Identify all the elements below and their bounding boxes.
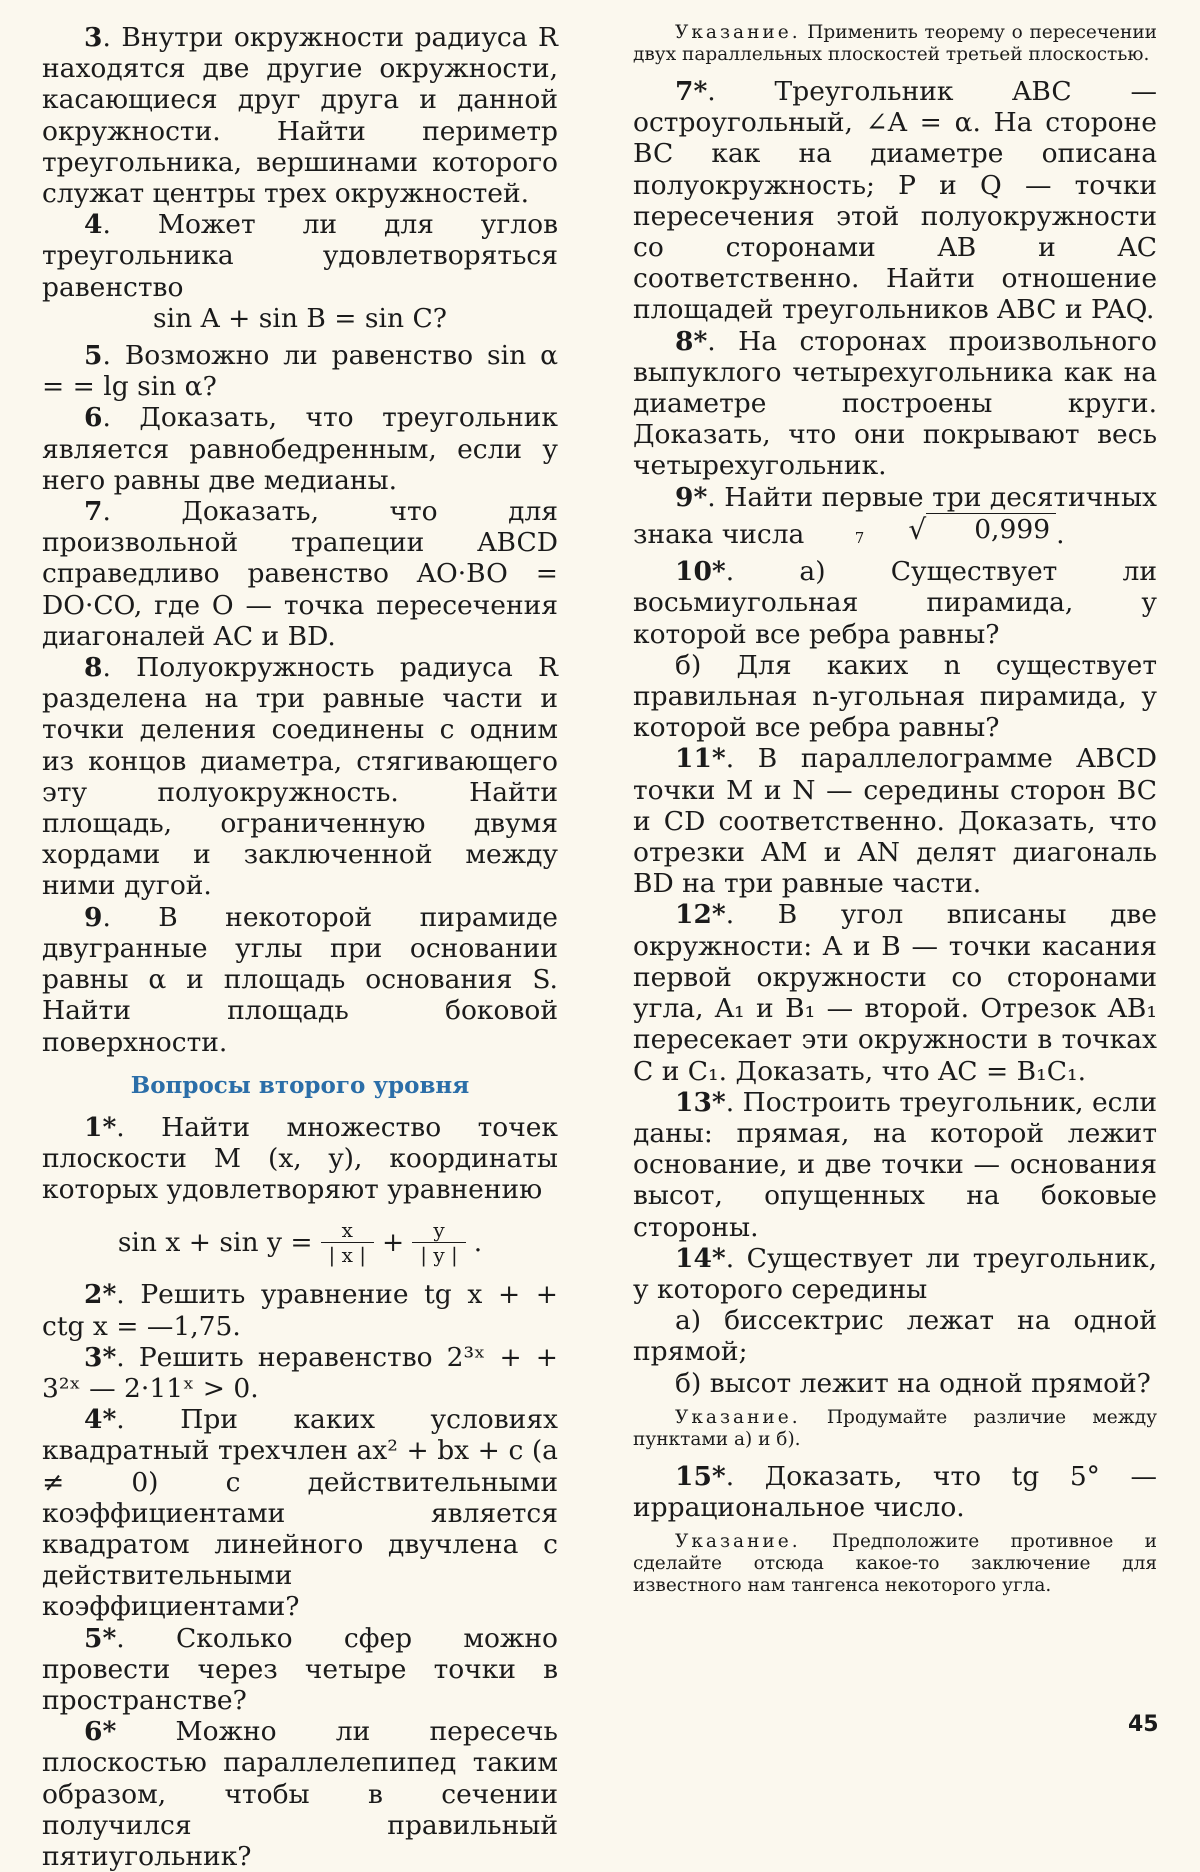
left-column (42, 22, 558, 1872)
problem-7: 7. Доказать, что для произвольной трапеции ABCD справедливо равенство AO·BO = DO·CO, где O — точка пересечения диагоналей AC и BD. (42, 496, 558, 652)
hint-6: Указание. Применить теорему о пересечении двух параллельных плоскостей третьей плоскостью. (633, 22, 1157, 65)
radical-sign: √ (908, 512, 927, 546)
problem-7-star: 7*. Треугольник ABC — остроугольный, ∠A = α. На стороне BC как на диаметре описана полуокружность; P и Q — точки пересечения этой полуокружности со сторонами AB и AC соответственно. Найти отношение площадей треугольников ABC и PAQ. (633, 76, 1157, 326)
problem-6-star: 6* Можно ли пересечь плоскостью параллелепипед таким образом, чтобы в сечении получился правильный пятиугольник? (42, 1716, 558, 1872)
fraction-y: $\frac{y}{| y |}$ (412, 1218, 466, 1267)
problem-10b-star: б) Для каких n существует правильная n-угольная пирамида, у которой все ребра равны? (633, 649, 1157, 744)
problem-5: 5. Возможно ли равенство sin α = = lg sin α? (42, 340, 558, 403)
problem-15-star: 15*. Доказать, что tg 5° — иррациональное число. (633, 1460, 1157, 1523)
problem-9: 9. В некоторой пирамиде двугранные углы при основании равны α и площадь основания S. Найти площадь боковой поверхности. (42, 901, 558, 1058)
problem-4-star: 4*. При каких условиях квадратный трехчлен ax² + bx + c (a ≠ 0) с действительными коэффициентами является квадратом линейного двучлена с действительными коэффициентами? (42, 1404, 558, 1623)
problem-14-star: 14*. Существует ли треугольник, у которого середины (633, 1242, 1157, 1305)
problem-5-star: 5*. Сколько сфер можно провести через четыре точки в пространстве? (42, 1622, 558, 1716)
problem-3: 3. Внутри окружности радиуса R находятся две другие окружности, касающиеся друг друга и данной окружности. Найти периметр треугольника, вершинами которого служат центры трех окружностей. (42, 22, 558, 210)
problem-4: 4. Может ли для углов треугольника удовлетворяться равенство (42, 209, 558, 303)
problem-11-star: 11*. В параллелограмме ABCD точки M и N — середины сторон BC и CD соответственно. Доказать, что отрезки AM и AN делят диагональ BD на три равные части. (633, 743, 1157, 900)
problem-14a: а) биссектрис лежат на одной прямой; (633, 1305, 1157, 1368)
problem-6: 6. Доказать, что треугольник является равнобедренным, если у него равны две медианы. (42, 402, 558, 496)
section-heading: Вопросы второго уровня (130, 1071, 470, 1099)
problem-8: 8. Полуокружность радиуса R разделена на три равные части и точки деления соединены с одним из концов диаметра, стягивающего эту полуокружность. Найти площадь, ограниченную двумя хордами и заключенной между ними дугой. (42, 652, 558, 902)
hint-15: Указание. Предположите противное и сделайте отсюда какое-то заключение для известного нам тангенса некоторого угла. (633, 1531, 1157, 1597)
root-expression: 7 √ 0,999 (813, 513, 1056, 545)
right-column (633, 22, 1157, 1607)
problem-4-formula: sin A + sin B = sin C? (153, 302, 447, 334)
problem-13-star: 13*. Построить треугольник, если даны: прямая, на которой лежит основание, и две точки — основания высот, опущенных на боковые стороны. (633, 1086, 1158, 1243)
problem-2-star: 2*. Решить уравнение tg x + + ctg x = —1,75. (42, 1279, 558, 1342)
problem-12-star: 12*. В угол вписаны две окружности: A и B — точки касания первой окружности со сторонами угла, A₁ и B₁ — второй. Отрезок AB₁ пересекает эти окружности в точках C и C₁. Доказать, что AC = B₁C₁. (633, 899, 1157, 1087)
problem-3-star: 3*. Решить неравенство 2³ˣ + + 3²ˣ — 2·11ˣ > 0. (42, 1341, 558, 1404)
problem-8-star: 8*. На сторонах произвольного выпуклого четырехугольника как на диаметре построены круги. Доказать, что они покрывают весь четырехугольник. (633, 325, 1157, 482)
problem-14b: б) высот лежит на одной прямой? (675, 1367, 1151, 1399)
problem-1-star: 1*. Найти множество точек плоскости M (x, y), координаты которых удовлетворяют уравнению (42, 1111, 558, 1206)
problem-10a-star: 10*. а) Существует ли восьмиугольная пирамида, у которой все ребра равны? (633, 556, 1157, 650)
problem-1-formula: sin x + sin y = $\frac{x}{| x |}$ + $\frac{y}{| y |}$ . (117, 1217, 483, 1267)
page-number: 45 (1128, 1712, 1159, 1737)
problem-9-star: 9*. Найти первые три десятичных знака числа 7 √ 0,999 . (633, 481, 1157, 551)
hint-14: Указание. Продумайте различие между пунктами а) и б). (633, 1406, 1157, 1450)
fraction-x: $\frac{x}{| x |}$ (321, 1218, 374, 1267)
